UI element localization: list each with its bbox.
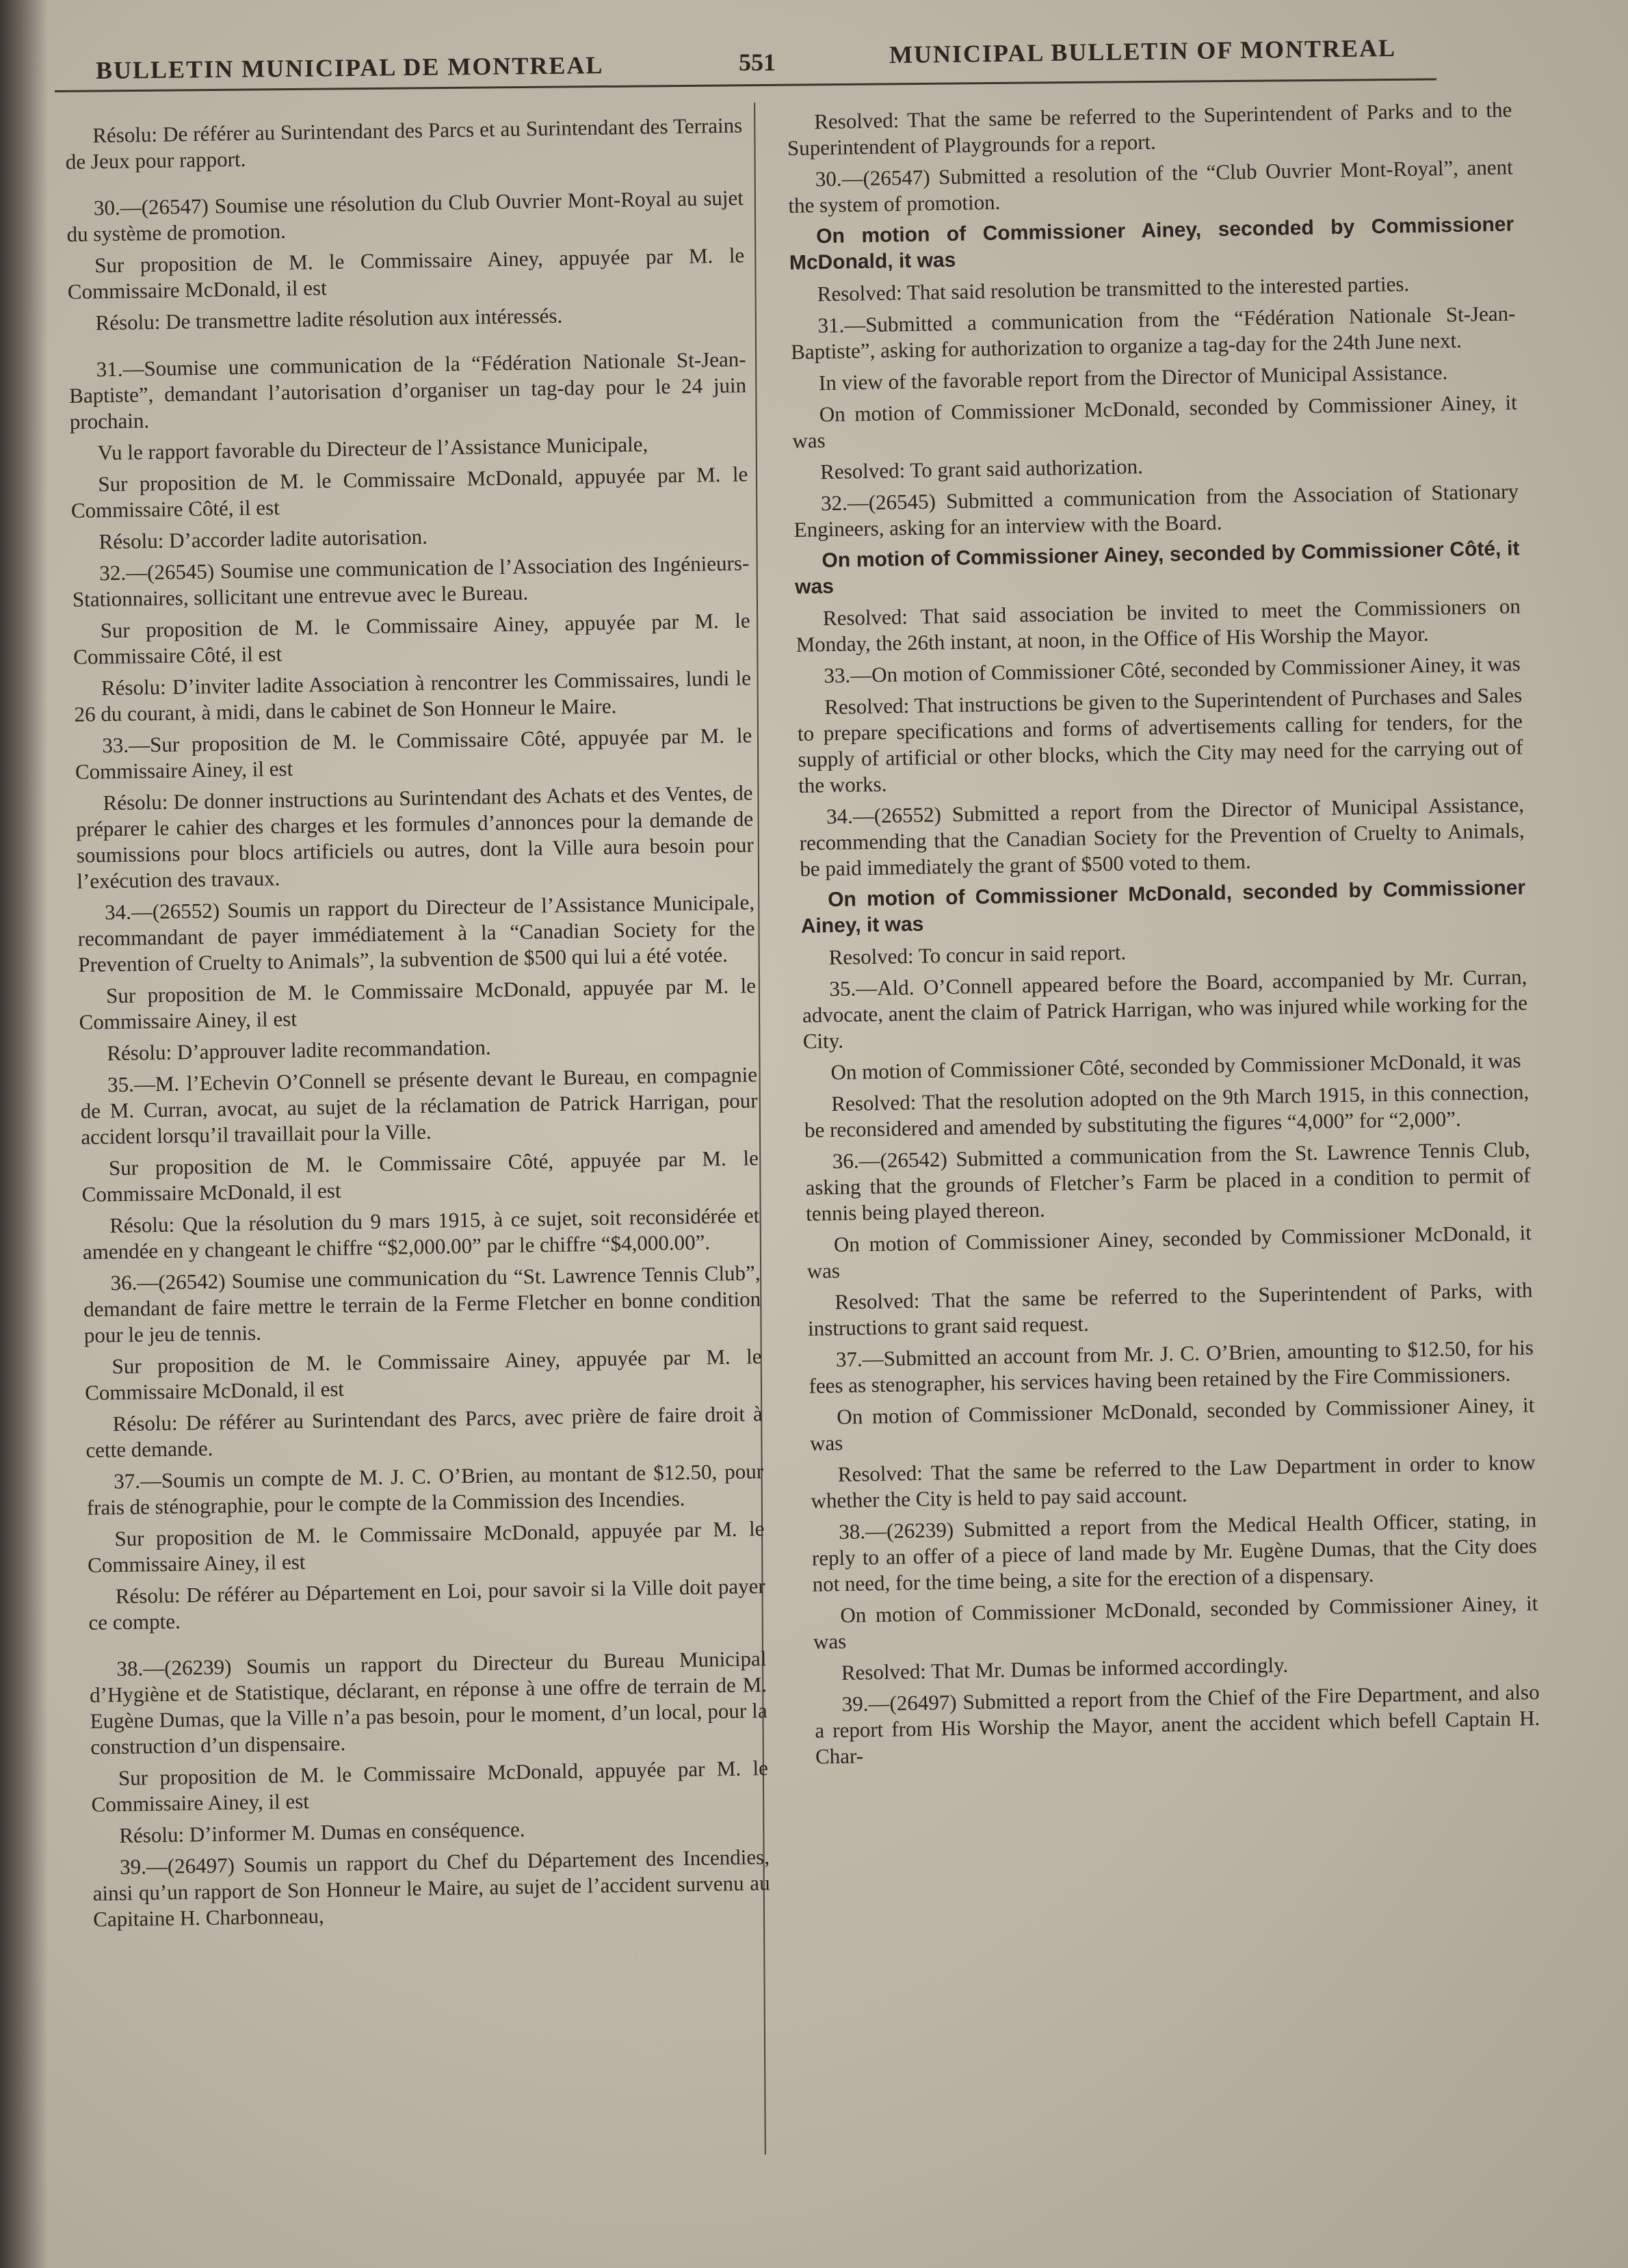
en-paragraph: 38.—(26239) Submitted a report from the Medical Health Officer, stating, in reply to an offer of a piece of land made by Mr. Eugène Dumas, that the City does not need, for the time being, a site for the erection of a dispensary. — [811, 1507, 1538, 1596]
en-paragraph: In view of the favorable report from the Director of Municipal Assistance. — [818, 360, 1448, 395]
en-paragraph: 39.—(26497) Submitted a report from the Chief of the Fire Department, and also a report from His Worship the Mayor, anent the accident which befell Captain H. Char- — [815, 1680, 1540, 1769]
fr-paragraph: Sur proposition de M. le Commissaire Ainey, appuyée par M. le Commissaire McDonald, il est — [84, 1344, 762, 1405]
fr-paragraph: 33.—Sur proposition de M. le Commissaire Côté, appuyée par M. le Commissaire Ainey, il est — [75, 723, 752, 784]
en-motion-paragraph: On motion of Commissioner Ainey, seconded by Commissioner Côté, it was — [794, 537, 1520, 598]
en-paragraph: 30.—(26547) Submitted a resolution of the “Club Ouvrier Mont-Royal”, anent the system of promotion. — [788, 155, 1513, 217]
en-paragraph: 37.—Submitted an account from Mr. J. C. O’Brien, amounting to $12.50, for his fees as stenographer, his services having been retained by the Fire Commissioners. — [809, 1335, 1534, 1398]
fr-paragraph: Sur proposition de M. le Commissaire McDonald, appuyée par M. le Commissaire Ainey, il est — [79, 973, 757, 1034]
en-paragraph: On motion of Commissioner McDonald, seconded by Commissioner Ainey, it was — [792, 390, 1517, 453]
fr-paragraph: 31.—Soumise une communication de la “Fédération Nationale St-Jean-Baptiste”, demandant l’autorisation d’organiser un tag-day pour le 24 juin prochain. — [68, 347, 747, 434]
fr-paragraph: Sur proposition de M. le Commissaire McDonald, appuyée par M. le Commissaire Côté, il est — [70, 462, 748, 523]
page-spine-shadow — [0, 0, 48, 2268]
english-column — [787, 97, 1540, 1776]
fr-paragraph: Résolu: D’approuver ladite recommandation. — [107, 1035, 491, 1066]
en-paragraph: Resolved: That said resolution be transmitted to the interested parties. — [817, 272, 1410, 306]
page-number: 551 — [739, 49, 776, 76]
fr-paragraph: 38.—(26239) Soumis un rapport du Directeur du Bureau Municipal d’Hygiène et de Statistique, déclarant, en réponse à une offre de terrain de M. Eugène Dumas, que la Ville n’a pas besoin, pour le moment, d’un local, pour la construction d’un dispensaire. — [89, 1646, 767, 1759]
en-paragraph: On motion of Commissioner McDonald, seconded by Commissioner Ainey, it was — [813, 1591, 1538, 1654]
fr-paragraph: 35.—M. l’Echevin O’Connell se présente devant le Bureau, en compagnie de M. Curran, avocat, au sujet de la réclamation de Patrick Harrigan, pour accident lorsqu’il travaillait pour la Ville. — [80, 1062, 758, 1149]
fr-paragraph: Sur proposition de M. le Commissaire McDonald, appuyée par M. le Commissaire Ainey, il est — [87, 1516, 765, 1577]
fr-paragraph: Résolu: D’inviter ladite Association à rencontrer les Commissaires, lundi le 26 du courant, à midi, dans le cabinet de Son Honneur le Maire. — [74, 665, 752, 726]
fr-paragraph: Sur proposition de M. le Commissaire McDonald, appuyée par M. le Commissaire Ainey, il est — [91, 1756, 769, 1817]
fr-paragraph: 34.—(26552) Soumis un rapport du Directeur de l’Assistance Municipale, recommandant de payer immédiatement à la “Canadian Society for the Prevention of Cruelty to Animals”, la subvention de $500 qui lui a été votée. — [77, 890, 755, 977]
fr-paragraph: Résolu: D’informer M. Dumas en conséquence. — [119, 1817, 525, 1848]
fr-paragraph: Sur proposition de M. le Commissaire Côté, appuyée par M. le Commissaire McDonald, il est — [81, 1146, 759, 1206]
fr-paragraph: Sur proposition de M. le Commissaire Ainey, appuyée par M. le Commissaire McDonald, il est — [67, 243, 745, 304]
fr-paragraph: 39.—(26497) Soumis un rapport du Chef du Département des Incendies, ainsi qu’un rapport de Son Honneur le Maire, au sujet de l’accident survenu au Capitaine H. Charbonneau, — [92, 1845, 770, 1931]
en-paragraph: On motion of Commissioner Côté, seconded by Commissioner McDonald, it was — [830, 1048, 1521, 1085]
fr-paragraph: 30.—(26547) Soumise une résolution du Club Ouvrier Mont-Royal au sujet du système de promotion. — [66, 185, 744, 246]
french-column — [65, 112, 771, 1938]
en-motion-paragraph: On motion of Commissioner McDonald, seconded by Commissioner Ainey, it was — [800, 876, 1526, 938]
en-paragraph: Resolved: That the same be referred to the Superintendent of Parks, with instructions to grant said request. — [807, 1278, 1533, 1341]
fr-paragraph: 32.—(26545) Soumise une communication de l’Association des Ingénieurs-Stationnaires, sollicitant une entrevue avec le Bureau. — [72, 551, 750, 611]
fr-paragraph: Résolu: De référer au Surintendant des Parcs et au Surintendant des Terrains de Jeux pour rapport. — [65, 113, 743, 174]
fr-paragraph: Résolu: De transmettre ladite résolution aux intéressés. — [95, 303, 563, 335]
header-title-english: MUNICIPAL BULLETIN OF MONTREAL — [889, 34, 1397, 69]
en-paragraph: Resolved: To grant said authorization. — [819, 453, 1144, 484]
en-paragraph: 34.—(26552) Submitted a report from the Director of Municipal Assistance, recommending that the Canadian Society for the Prevention of Cruelty to Animals, be paid immediately the grant of $500 voted to them. — [799, 792, 1525, 881]
fr-paragraph: 36.—(26542) Soumise une communication du “St. Lawrence Tennis Club”, demandant de faire mettre le terrain de la Ferme Fletcher en bonne condition pour le jeu de tennis. — [83, 1261, 761, 1347]
fr-paragraph: Sur proposition de M. le Commissaire Ainey, appuyée par M. le Commissaire Côté, il est — [73, 608, 750, 669]
fr-paragraph: Résolu: De donner instructions au Surintendant des Achats et des Ventes, de préparer le cahier des charges et les formules d’annonces pour la demande de soumissions pour blocs artificiels ou autres, dont la Ville aura besoin pour l’exécution des travaux. — [75, 780, 754, 893]
en-paragraph: On motion of Commissioner Ainey, seconded by Commissioner McDonald, it was — [806, 1220, 1532, 1283]
fr-paragraph: 37.—Soumis un compte de M. J. C. O’Brien, au montant de $12.50, pour frais de sténographie, pour le compte de la Commission des Incendies. — [86, 1459, 764, 1520]
en-paragraph: 35.—Ald. O’Connell appeared before the Board, accompanied by Mr. Curran, advocate, anent the claim of Patrick Harrigan, who was injured while working for the City. — [802, 964, 1528, 1053]
en-paragraph: 33.—On motion of Commissioner Côté, seconded by Commissioner Ainey, it was — [824, 651, 1521, 688]
en-paragraph: Resolved: That the same be referred to the Law Department in order to know whether the City is held to pay said account. — [811, 1450, 1536, 1513]
en-motion-paragraph: On motion of Commissioner Ainey, seconded by Commissioner McDonald, it was — [789, 213, 1514, 274]
fr-paragraph: Résolu: De référer au Département en Loi, pour savoir si la Ville doit payer ce compte. — [88, 1574, 765, 1635]
en-paragraph: Resolved: That the resolution adopted on the 9th March 1915, in this connection, be reconsidered and amended by substituting the figures “4,000” for “2,000”. — [804, 1079, 1529, 1142]
en-paragraph: Resolved: That Mr. Dumas be informed accordingly. — [841, 1652, 1289, 1685]
en-paragraph: Resolved: That said association be invited to meet the Commissioners on Monday, the 26th instant, at noon, in the Office of His Worship the Mayor. — [796, 594, 1521, 657]
en-paragraph: Resolved: That instructions be given to the Superintendent of Purchases and Sales to prepare specifications and forms of advertisements calling for tenders, for the supply of artificial or other blocks, which the City may need for the carrying out of the works. — [797, 683, 1523, 797]
fr-paragraph: Résolu: De référer au Surintendant des Parcs, avec prière de faire droit à cette demande. — [86, 1401, 763, 1462]
en-paragraph: Resolved: To concur in said report. — [828, 940, 1127, 970]
en-paragraph: 31.—Submitted a communication from the “Fédération Nationale St-Jean-Baptiste”, asking for authorization to organize a tag-day for the 24th June next. — [790, 301, 1516, 364]
en-paragraph: 32.—(26545) Submitted a communication from the Association of Stationary Engineers, asking for an interview with the Board. — [793, 479, 1519, 542]
fr-paragraph: Résolu: D’accorder ladite autorisation. — [99, 524, 428, 554]
header-title-french: BULLETIN MUNICIPAL DE MONTREAL — [95, 51, 604, 84]
en-paragraph: On motion of Commissioner McDonald, seconded by Commissioner Ainey, it was — [809, 1393, 1535, 1455]
en-paragraph: 36.—(26542) Submitted a communication from the St. Lawrence Tennis Club, asking that the grounds of Fletcher’s Farm be placed in a condition to permit of tennis being played thereon. — [805, 1137, 1531, 1226]
fr-paragraph: Vu le rapport favorable du Directeur de l’Assistance Municipale, — [97, 432, 648, 465]
fr-paragraph: Résolu: Que la résolution du 9 mars 1915, à ce sujet, soit reconsidérée et amendée en y changeant le chiffre “$2,000.00” par le chiffre “$4,000.00”. — [82, 1203, 760, 1264]
en-paragraph: Resolved: That the same be referred to the Superintendent of Parks and to the Superintendent of Playgrounds for a report. — [787, 97, 1512, 160]
